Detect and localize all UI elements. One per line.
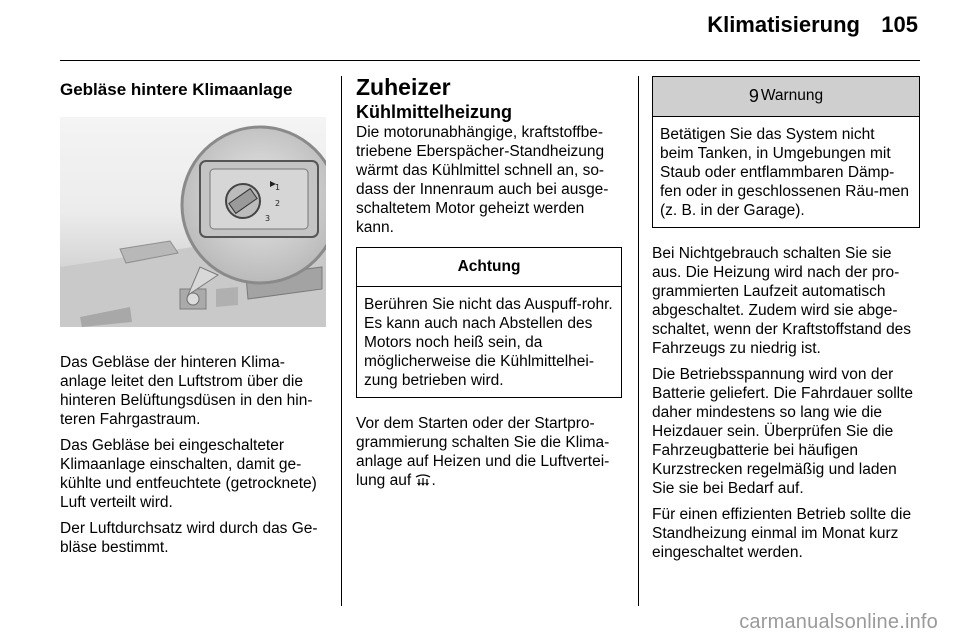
- section-title: Klimatisierung: [707, 12, 860, 37]
- paragraph: Das Gebläse bei eingeschalteter Klimaanlage einschalten, damit ge-kühlte und entfeuchtete (getrocknete) Luft verteilt wird.: [60, 437, 317, 511]
- paragraph: Der Luftdurchsatz wird durch das Ge-bläse bestimmt.: [60, 520, 318, 556]
- windshield-defrost-icon: [415, 474, 431, 486]
- warning-box: [652, 76, 920, 228]
- column-right: [652, 76, 920, 569]
- warning-title: Warnung: [760, 87, 824, 104]
- page-header: [0, 0, 960, 60]
- paragraph: Die Betriebsspannung wird von der Batterie geliefert. Die Fahrdauer sollte daher mindestens so lang wie die Heizdauer sein. Überprüfen Sie die Fahrzeugbatterie bei häufigen Kurzstrecken regelmäßig und laden Sie sie bei Bedarf auf.: [652, 366, 914, 497]
- column-middle: [356, 76, 622, 497]
- paragraph: Die motorunabhängige, kraftstoffbe-triebene Eberspächer-Standheizung wärmt das Kühlmittel schnell an, so-dass der Innenraum auch bei ausge-schaltetem Motor geheizt werden kann.: [356, 124, 609, 236]
- dial-label-1: 1: [275, 183, 281, 192]
- rear-blower-illustration: [60, 117, 326, 327]
- column-divider-2: [638, 76, 639, 606]
- section-heading-rear-blower: Gebläse hintere Klimaanlage: [60, 80, 293, 99]
- page-number: 105: [881, 12, 918, 37]
- column-divider-1: [341, 76, 342, 606]
- watermark: carmanualsonline.info: [739, 611, 938, 633]
- caution-box: [356, 247, 622, 398]
- warning-icon: 9: [748, 86, 759, 106]
- dial-label-2: 2: [275, 199, 281, 208]
- heading-auxiliary-heater: Zuheizer: [356, 74, 451, 100]
- paragraph: Für einen effizienten Betrieb sollte die Standheizung einmal im Monat kurz eingeschaltet werden.: [652, 506, 912, 561]
- paragraph: Das Gebläse der hinteren Klima-anlage leitet den Luftstrom über die hinteren Belüftungsdüsen in den hin-teren Fahrgastraum.: [60, 354, 313, 428]
- warning-header: [653, 77, 919, 117]
- dial-label-3: 3: [265, 214, 271, 223]
- caution-text: Berühren Sie nicht das Auspuff-rohr. Es kann auch nach Abstellen des Motors noch heiß sein, da möglicherweise die Kühlmittelhei-zung betrieben wird.: [364, 296, 613, 389]
- warning-text: Betätigen Sie das System nicht beim Tanken, in Umgebungen mit Staub oder entflammbaren Dämp-fen oder in geschlossenen Räu-men (z. B. in der Garage).: [660, 126, 910, 219]
- caution-title: Achtung: [357, 248, 621, 287]
- column-left: [60, 76, 326, 564]
- subheading-coolant-heater: Kühlmittelheizung: [356, 102, 512, 122]
- paragraph-air-distribution: Vor dem Starten oder der Startpro-grammierung schalten Sie die Klima-anlage auf Heizen und die Luftvertei-lung auf .: [356, 415, 610, 489]
- header-rule: [60, 60, 920, 61]
- paragraph: Bei Nichtgebrauch schalten Sie sie aus. Die Heizung wird nach der pro-grammierten Laufzeit automatisch abgeschaltet. Zudem wird sie abge-schaltet, wenn der Kraftstoffstand des Fahrzeugs zu niedrig ist.: [652, 245, 912, 357]
